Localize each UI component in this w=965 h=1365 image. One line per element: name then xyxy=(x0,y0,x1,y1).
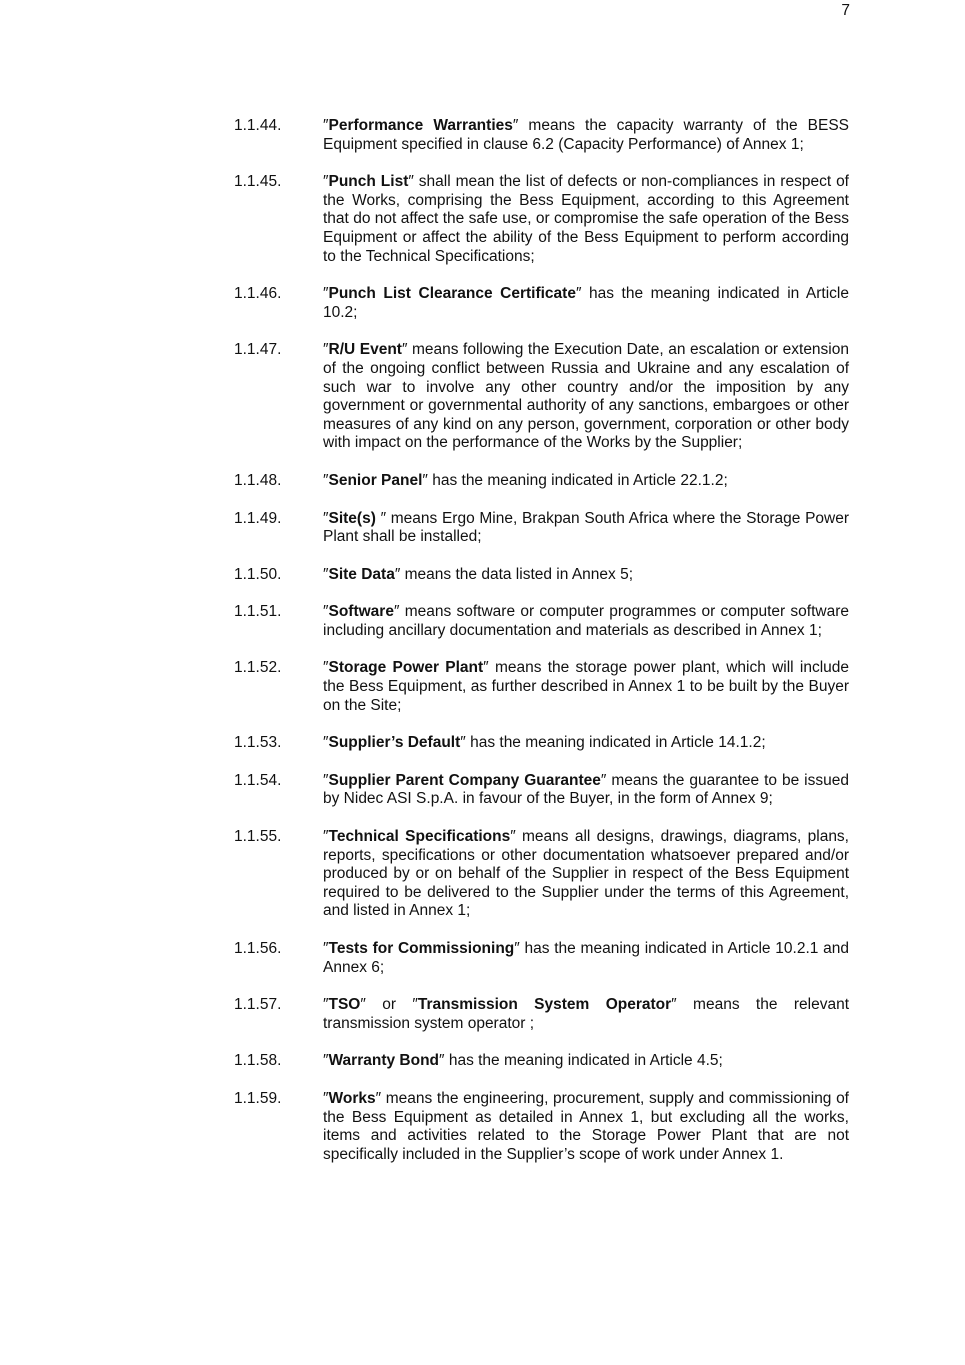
clause-number: 1.1.56. xyxy=(234,940,282,957)
clause-number: 1.1.54. xyxy=(234,771,282,789)
defined-term: Works xyxy=(328,1089,376,1107)
defined-term: Transmission System Operator xyxy=(417,996,672,1014)
definition-text: ″Punch List″ shall mean the list of defects or non-compliances in respect of the Works, comprising the Bess Equipment, according to this Agreement that do not affect the safe use, or compromise the safe operation of the Bess Equipment or affect the ability of the Bess Equipment to perform according to the Technical Specifications; xyxy=(323,173,849,265)
definition-item xyxy=(234,659,849,715)
definition-item xyxy=(234,566,849,585)
definition-item xyxy=(234,117,849,154)
clause-number: 1.1.51. xyxy=(234,603,282,621)
definition-item xyxy=(234,828,849,921)
defined-term: Software xyxy=(328,603,394,621)
definition-item xyxy=(234,341,849,453)
definition-item xyxy=(234,285,849,322)
defined-term: Technical Specifications xyxy=(328,828,511,846)
defined-term: TSO xyxy=(328,996,361,1014)
definition-text: ″Technical Specifications″ means all designs, drawings, diagrams, plans, reports, specifications or other documentation whatsoever prepared and/or produced by or on behalf of the Supplier in respect of the Bess Equipment required to be delivered to the Supplier under the terms of this Agreement, and listed in Annex 1; xyxy=(323,828,849,920)
page-number: 7 xyxy=(841,2,850,19)
definition-item xyxy=(234,510,849,547)
clause-number: 1.1.44. xyxy=(234,117,282,134)
definition-text: ″TSO″ or ″Transmission System Operator″ means the relevant transmission system operator ; xyxy=(323,996,849,1032)
clause-number: 1.1.53. xyxy=(234,734,282,752)
clause-number: 1.1.49. xyxy=(234,509,282,527)
clause-number: 1.1.59. xyxy=(234,1089,282,1107)
defined-term: Supplier’s Default xyxy=(328,734,461,752)
definition-item xyxy=(234,940,849,977)
definition-item xyxy=(234,1090,849,1164)
clause-number: 1.1.50. xyxy=(234,565,282,583)
clause-number: 1.1.48. xyxy=(234,471,282,489)
defined-term: R/U Event xyxy=(328,341,402,359)
definition-item xyxy=(234,772,849,809)
definition-text: ″Works″ means the engineering, procurement, supply and commissioning of the Bess Equipment as detailed in Annex 1, but excluding all the works, items and activities related to the Storage Power Plant that are not specifically included in the Supplier’s scope of work under Annex 1. xyxy=(323,1089,849,1163)
definition-item xyxy=(234,173,849,266)
definition-text: ″Warranty Bond″ has the meaning indicated in Article 4.5; xyxy=(323,1052,723,1070)
definition-item xyxy=(234,996,849,1033)
definition-text: ″Site Data″ means the data listed in Annex 5; xyxy=(323,565,633,583)
definition-item xyxy=(234,603,849,640)
definition-text: ″Senior Panel″ has the meaning indicated in Article 22.1.2; xyxy=(323,471,728,489)
definition-text: ″Software″ means software or computer programmes or computer software including ancillary documentation and materials as described in Annex 1; xyxy=(323,603,849,639)
definition-text: ″Tests for Commissioning″ has the meaning indicated in Article 10.2.1 and Annex 6; xyxy=(323,940,849,976)
definition-item xyxy=(234,734,849,753)
defined-term: Storage Power Plant xyxy=(328,659,484,677)
clause-number: 1.1.52. xyxy=(234,659,282,677)
defined-term: Site(s) xyxy=(328,509,381,527)
definition-item xyxy=(234,472,849,491)
definition-text: ″Supplier Parent Company Guarantee″ means the guarantee to be issued by Nidec ASI S.p.A. in favour of the Buyer, in the form of Annex 9; xyxy=(323,771,849,808)
clause-number: 1.1.45. xyxy=(234,173,282,191)
definition-text: ″R/U Event″ means following the Execution Date, an escalation or extension of the ongoing conflict between Russia and Ukraine and any escalation of such war to involve any other country and/or the imposition by any government or governmental authority of any sanctions, embargoes or other measures of any kind on any person, government, corporation or other body with impact on the performance of the Works by the Supplier; xyxy=(323,341,849,452)
definition-item xyxy=(234,1052,849,1071)
definition-text: ″Performance Warranties″ means the capacity warranty of the BESS Equipment specified in clause 6.2 (Capacity Performance) of Annex 1; xyxy=(323,117,850,153)
defined-term: Site Data xyxy=(328,565,395,583)
defined-term: Punch List Clearance Certificate xyxy=(328,285,576,303)
definitions-list xyxy=(234,117,849,1183)
definition-text: ″Site(s) ″ means Ergo Mine, Brakpan South Africa where the Storage Power Plant shall be installed; xyxy=(323,509,850,546)
defined-term: Tests for Commissioning xyxy=(328,940,515,957)
definition-text: ″Storage Power Plant″ means the storage power plant, which will include the Bess Equipment, as further described in Annex 1 to be built by the Buyer on the Site; xyxy=(323,659,849,714)
defined-term: Supplier Parent Company Guarantee xyxy=(328,771,601,789)
defined-term: Senior Panel xyxy=(328,471,423,489)
clause-number: 1.1.58. xyxy=(234,1052,282,1070)
defined-term: Warranty Bond xyxy=(328,1052,440,1070)
defined-term: Punch List xyxy=(328,173,409,191)
clause-number: 1.1.46. xyxy=(234,285,282,303)
clause-number: 1.1.47. xyxy=(234,341,282,359)
definition-text: ″Punch List Clearance Certificate″ has the meaning indicated in Article 10.2; xyxy=(323,285,850,321)
definition-text: ″Supplier’s Default″ has the meaning indicated in Article 14.1.2; xyxy=(323,734,766,752)
clause-number: 1.1.55. xyxy=(234,828,282,846)
defined-term: Performance Warranties xyxy=(328,117,513,134)
clause-number: 1.1.57. xyxy=(234,996,282,1014)
